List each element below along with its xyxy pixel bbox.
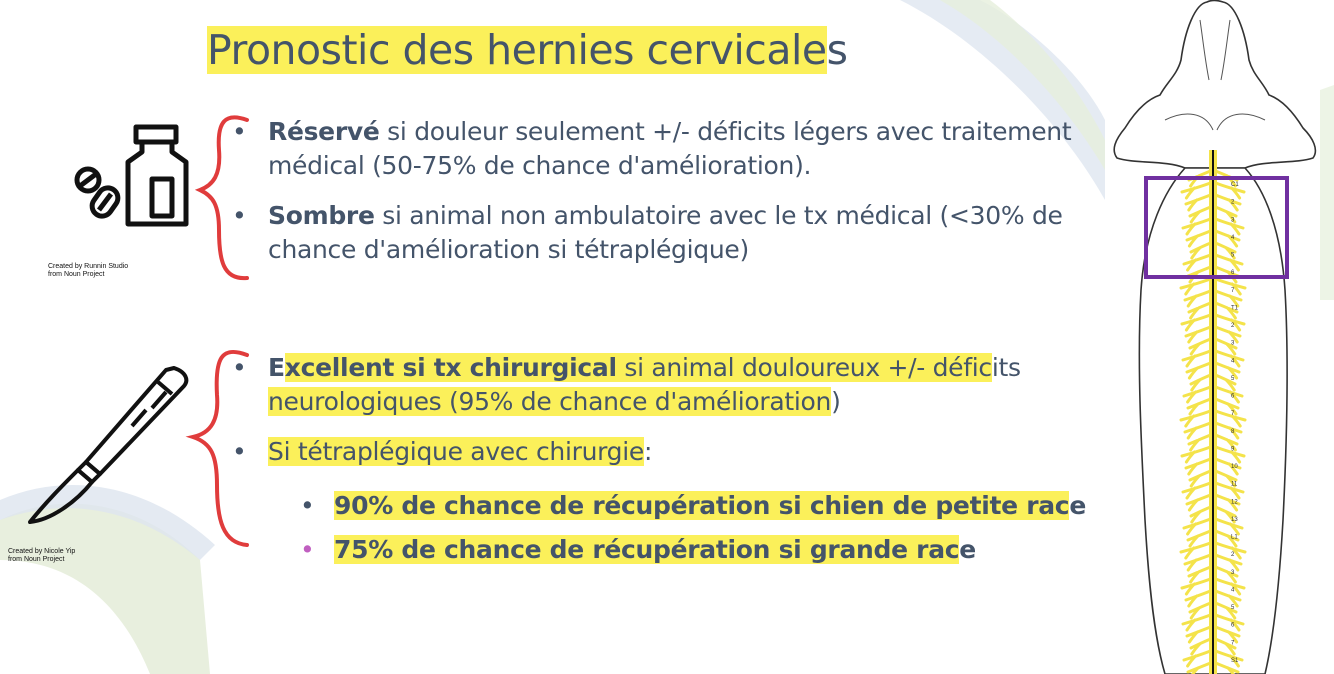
vertebra-label: 13	[1231, 516, 1238, 523]
vertebra-label: L1	[1231, 534, 1238, 541]
bullet-excellent: • Excellent si tx chirurgical si animal douloureux +/- déficits neurologiques (95% de chance d'amélioration)	[232, 351, 1102, 419]
vertebra-label: 10	[1231, 464, 1238, 471]
vertebra-label: 4	[1231, 587, 1235, 594]
bullet-list-1	[232, 115, 1102, 267]
vertebra-label: S1	[1231, 658, 1239, 664]
bullet-sombre: • Sombre si animal non ambulatoire avec le tx médical (<30% de chance d'amélioration si tétraplégique)	[232, 199, 1102, 267]
vertebra-label: 7	[1231, 640, 1235, 647]
vertebra-label: 12	[1231, 499, 1238, 506]
vertebra-label: C1	[1231, 182, 1239, 188]
vertebra-label: 7	[1231, 411, 1235, 418]
vertebra-label: 6	[1231, 622, 1235, 629]
vertebra-label: 2	[1231, 552, 1235, 559]
dog-spinal-cord-illustration	[1105, 0, 1334, 674]
vertebra-label: T1	[1231, 305, 1239, 312]
icon-credit-2: Created by Nicole Yip from Noun Project	[8, 548, 76, 563]
vertebra-label: 4	[1231, 358, 1235, 365]
vertebra-label: 5	[1231, 252, 1235, 259]
sub-bullet-grande-race: • 75% de chance de récupération si grande race	[300, 533, 1086, 567]
scalpel-icon	[26, 362, 196, 527]
vertebra-label: 11	[1231, 481, 1238, 488]
sub-bullet-list	[300, 489, 1086, 567]
vertebra-label: 9	[1231, 446, 1235, 453]
vertebra-label: 2	[1231, 199, 1235, 206]
sub-bullet-petite-race: • 90% de chance de récupération si chien de petite race	[300, 489, 1086, 523]
vertebra-label: 3	[1231, 569, 1235, 576]
bullet-reserve: • Réservé si douleur seulement +/- déficits légers avec traitement médical (50-75% de chance d'amélioration).	[232, 115, 1102, 183]
page-title: Pronostic des hernies cervicales	[207, 26, 848, 74]
vertebra-label: 6	[1231, 393, 1235, 400]
vertebra-label: 3	[1231, 217, 1235, 224]
medication-bottle-icon	[72, 124, 192, 230]
vertebra-label: 2	[1231, 323, 1235, 330]
bullet-tetraplegique: • Si tétraplégique avec chirurgie:	[232, 435, 1102, 469]
vertebra-label: 5	[1231, 375, 1235, 382]
vertebra-label: 6	[1231, 270, 1235, 277]
icon-credit-1: Created by Runnin Studio from Noun Project	[48, 263, 129, 278]
vertebra-label: 4	[1231, 234, 1235, 241]
bullet-list-2	[232, 351, 1102, 469]
vertebra-label: 7	[1231, 287, 1235, 294]
vertebra-label: 8	[1231, 428, 1235, 435]
vertebra-label: 5	[1231, 605, 1235, 612]
vertebra-label: 3	[1231, 340, 1235, 347]
